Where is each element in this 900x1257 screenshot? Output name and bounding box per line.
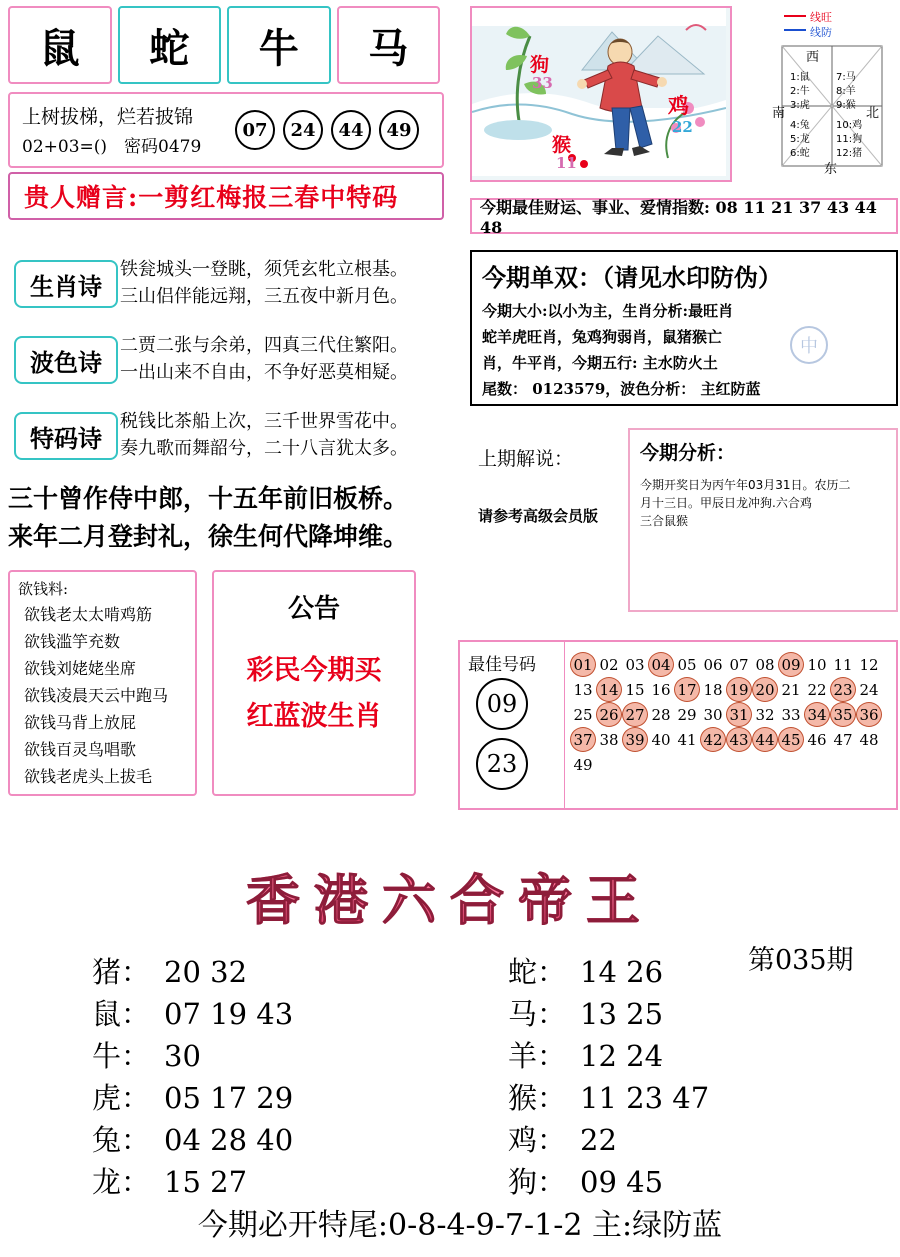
number-cell-highlighted: 35 (830, 702, 856, 727)
zodiac-nums: 13 25 (580, 997, 664, 1031)
single-double-line: 蛇羊虎旺肖，兔鸡狗弱肖，鼠猪猴亡 (482, 328, 723, 346)
picture-label-monkey: 猴 (552, 134, 572, 156)
number-cell-highlighted: 27 (622, 702, 648, 727)
poem-text-line: 奏九歌而舞韶兮，二十八言犹太多。 (120, 438, 408, 459)
number-cell: 05 (677, 655, 697, 674)
number-cell: 47 (833, 730, 853, 749)
compass-direction-east: 东 (824, 162, 838, 177)
money-hint-title: 欲钱料: (18, 580, 69, 598)
notice-line-2: 红蓝波生肖 (246, 701, 382, 732)
compass-item: 3:虎 (790, 100, 810, 111)
zodiac-number-row (508, 1160, 663, 1201)
poem-text-line: 一出山来不自由，不争好恶莫相疑。 (120, 362, 408, 383)
zodiac-nums: 15 27 (164, 1165, 248, 1199)
money-hint-line: 欲钱老太太啃鸡筋 (24, 605, 153, 624)
poem-text (120, 332, 436, 386)
zodiac-nums: 20 32 (164, 955, 248, 989)
picture-label-rooster: 鸡 (668, 93, 689, 118)
compass-legend-wang: 线旺 (810, 11, 832, 24)
number-cell: 16 (651, 680, 671, 699)
number-cell: 12 (859, 655, 879, 674)
single-double-line: 肖，牛平肖，今期五行: 主水防火土 (482, 354, 718, 372)
zodiac-number-row (508, 1034, 663, 1075)
zodiac-nums: 11 23 47 (580, 1081, 710, 1115)
number-cell: 30 (703, 705, 723, 724)
phrase-ball-row (235, 110, 419, 150)
number-cell: 46 (807, 730, 827, 749)
zodiac-number-row (92, 1118, 293, 1159)
zodiac-name: 羊： (508, 1039, 567, 1073)
number-cell: 08 (755, 655, 775, 674)
watermark-seal: 中 (790, 326, 828, 364)
best-numbers-divider (564, 642, 565, 808)
zodiac-number-row (92, 1076, 293, 1117)
poem-text-line: 税钱比茶船上次，三千世界雪花中。 (120, 411, 408, 432)
number-cell: 13 (573, 680, 593, 699)
poem-text (120, 408, 436, 462)
number-cell-highlighted: 23 (830, 677, 856, 702)
zodiac-number-row (508, 1118, 617, 1159)
number-cell: 25 (573, 705, 593, 724)
banner-box (8, 172, 444, 220)
number-cell-highlighted: 14 (596, 677, 622, 702)
zodiac-number-row (92, 992, 293, 1033)
number-cell-highlighted: 04 (648, 652, 674, 677)
phrase-block (8, 92, 444, 168)
best-numbers-box (458, 640, 898, 810)
number-cell: 49 (573, 755, 593, 774)
number-cell: 38 (599, 730, 619, 749)
single-double-box (470, 250, 898, 406)
compass-item: 6:蛇 (790, 148, 810, 159)
compass-direction-west: 西 (806, 50, 820, 65)
last-issue-explain-label: 上期解说： (478, 448, 574, 470)
zodiac-name: 鸡： (508, 1123, 567, 1157)
poem-label: 波色诗 (14, 336, 118, 384)
poem-row-shengxiao (8, 252, 440, 314)
number-cell: 22 (807, 680, 827, 699)
zodiac-number-row (92, 1160, 247, 1201)
money-hint-line: 欲钱刘姥姥坐席 (24, 659, 137, 678)
number-cell-highlighted: 44 (752, 727, 778, 752)
current-analysis-line: 三合鼠猴 (640, 514, 689, 528)
best-numbers-label: 最佳号码 (468, 655, 536, 675)
compass-item: 1:鼠 (790, 72, 810, 83)
zodiac-box-1: 鼠 (8, 6, 112, 84)
zodiac-nums: 07 19 43 (164, 997, 294, 1031)
number-cell: 07 (729, 655, 749, 674)
phrase-line-2: 02+03=() 密码0479 (22, 137, 202, 157)
number-grid (570, 652, 890, 777)
number-cell: 41 (677, 730, 697, 749)
couplet-line-2: 来年二月登封礼，徐生何代降坤维。 (8, 522, 409, 551)
single-double-line: 尾数： 0123579，波色分析： 主红防蓝 (482, 380, 761, 398)
compass-item: 12:猪 (836, 148, 863, 159)
zodiac-name: 蛇： (508, 955, 567, 989)
number-cell: 03 (625, 655, 645, 674)
current-analysis-box (628, 428, 898, 612)
zodiac-name: 兔： (92, 1123, 151, 1157)
money-hint-box (8, 570, 197, 796)
zodiac-name: 牛： (92, 1039, 151, 1073)
number-cell: 33 (781, 705, 801, 724)
number-cell: 06 (703, 655, 723, 674)
compass-legend-fang: 线防 (810, 26, 832, 39)
money-hint-line: 欲钱老虎头上拔毛 (24, 767, 153, 786)
page-title: 香港六合帝王 (150, 858, 750, 935)
poem-text-line: 铁瓮城头一登眺，须凭玄牝立根基。 (120, 259, 408, 280)
money-hint-line: 欲钱马背上放屁 (24, 713, 137, 732)
compass-item: 4:兔 (790, 120, 810, 131)
compass-panel (770, 6, 894, 178)
couplet-line-1: 三十曾作侍中郎，十五年前旧板桥。 (8, 484, 409, 513)
zodiac-box-3: 牛 (227, 6, 331, 84)
zodiac-name: 猪： (92, 955, 151, 989)
number-cell-highlighted: 43 (726, 727, 752, 752)
zodiac-name: 狗： (508, 1165, 567, 1199)
zodiac-nums: 14 26 (580, 955, 664, 989)
poem-text-line: 三山侣伴能远翔，三五夜中新月色。 (120, 286, 408, 307)
zodiac-number-row (92, 950, 247, 991)
number-cell-highlighted: 31 (726, 702, 752, 727)
number-cell: 10 (807, 655, 827, 674)
compass-item: 11:狗 (836, 134, 863, 145)
poem-row-bose (8, 328, 440, 390)
number-cell-highlighted: 26 (596, 702, 622, 727)
money-hint-line: 欲钱凌晨天云中跑马 (24, 686, 169, 705)
poem-text-line: 二贾二张与余弟，四真三代住繁阳。 (120, 335, 408, 356)
number-cell-highlighted: 36 (856, 702, 882, 727)
number-cell-highlighted: 45 (778, 727, 804, 752)
couplet-block (8, 480, 440, 556)
zodiac-number-row (508, 950, 663, 991)
number-cell-highlighted: 37 (570, 727, 596, 752)
single-double-line: 今期大小:以小为主，生肖分析:最旺肖 (482, 302, 734, 320)
number-cell-highlighted: 19 (726, 677, 752, 702)
zodiac-number-row (508, 1076, 709, 1117)
zodiac-name: 鼠： (92, 997, 151, 1031)
picture-number-33: 33 (532, 74, 553, 92)
picture-number-22: 22 (672, 118, 693, 136)
best-number-ball: 09 (476, 678, 528, 730)
number-cell-highlighted: 09 (778, 652, 804, 677)
compass-item: 7:马 (836, 72, 856, 83)
notice-box (212, 570, 416, 796)
number-cell: 02 (599, 655, 619, 674)
zodiac-box-4: 马 (337, 6, 441, 84)
zodiac-name: 马： (508, 997, 567, 1031)
best-number-ball: 23 (476, 738, 528, 790)
compass-item: 9:猴 (836, 100, 856, 111)
poem-text (120, 256, 436, 310)
phrase-ball: 07 (235, 110, 275, 150)
zodiac-nums: 30 (164, 1039, 201, 1073)
money-hint-line: 欲钱百灵鸟唱歌 (24, 740, 137, 759)
notice-title: 公告 (287, 594, 340, 624)
issue-number: 第035期 (748, 945, 854, 976)
current-analysis-line: 月十三日。甲辰日龙冲狗.六合鸡 (640, 496, 812, 510)
compass-item: 8:羊 (836, 86, 856, 97)
phrase-ball: 49 (379, 110, 419, 150)
single-double-title: 今期单双：（请见水印防伪） (482, 263, 782, 292)
zodiac-nums: 22 (580, 1123, 617, 1157)
index-text: 今期最佳财运、事业、爱情指数: 08 11 21 37 43 44 48 (480, 198, 877, 237)
zodiac-nums: 12 24 (580, 1039, 664, 1073)
zodiac-nums: 09 45 (580, 1165, 664, 1199)
number-cell-highlighted: 01 (570, 652, 596, 677)
number-cell-highlighted: 42 (700, 727, 726, 752)
number-cell-highlighted: 34 (804, 702, 830, 727)
poem-label: 生肖诗 (14, 260, 118, 308)
phrase-line-1: 上树拔梯，烂若披锦 (22, 106, 194, 128)
compass-direction-north: 北 (866, 106, 880, 121)
number-cell: 11 (833, 655, 853, 674)
picture-label-dog: 狗 (530, 54, 550, 76)
footer-text: 今期必开特尾:0-8-4-9-7-1-2 主:绿防蓝 (197, 1208, 723, 1243)
zodiac-number-row (92, 1034, 201, 1075)
zodiac-name: 虎： (92, 1081, 151, 1115)
zodiac-box-row (8, 6, 440, 84)
compass-graphic (770, 6, 894, 178)
illustration-panel (470, 6, 732, 182)
compass-direction-south: 南 (772, 106, 786, 121)
notice-line-1: 彩民今期买 (246, 655, 382, 686)
number-cell-highlighted: 39 (622, 727, 648, 752)
number-cell-highlighted: 20 (752, 677, 778, 702)
zodiac-nums: 04 28 40 (164, 1123, 294, 1157)
zodiac-name: 龙： (92, 1165, 151, 1199)
number-cell: 15 (625, 680, 645, 699)
phrase-ball: 44 (331, 110, 371, 150)
zodiac-nums: 05 17 29 (164, 1081, 294, 1115)
number-cell: 48 (859, 730, 879, 749)
number-cell: 24 (859, 680, 879, 699)
current-analysis-line: 今期开奖日为丙午年03月31日。农历二 (640, 478, 851, 492)
compass-item: 2:牛 (790, 86, 810, 97)
poem-label: 特码诗 (14, 412, 118, 460)
number-cell: 40 (651, 730, 671, 749)
zodiac-number-row (508, 992, 663, 1033)
zodiac-name: 猴： (508, 1081, 567, 1115)
zodiac-box-2: 蛇 (118, 6, 222, 84)
banner-text: 贵人赠言:一剪红梅报三春中特码 (24, 183, 399, 212)
compass-item: 5:龙 (790, 134, 810, 145)
number-cell-highlighted: 17 (674, 677, 700, 702)
last-issue-explain-sub: 请参考高级会员版 (478, 507, 599, 525)
number-cell: 21 (781, 680, 801, 699)
number-cell: 32 (755, 705, 775, 724)
current-analysis-title: 今期分析： (640, 442, 736, 464)
number-cell: 29 (677, 705, 697, 724)
poem-row-tema (8, 404, 440, 466)
compass-item: 10:鸡 (836, 120, 863, 131)
number-cell: 28 (651, 705, 671, 724)
money-hint-line: 欲钱滥竽充数 (24, 632, 121, 651)
phrase-ball: 24 (283, 110, 323, 150)
index-box (470, 198, 898, 237)
picture-number-11: 11 (556, 154, 577, 172)
number-cell: 18 (703, 680, 723, 699)
